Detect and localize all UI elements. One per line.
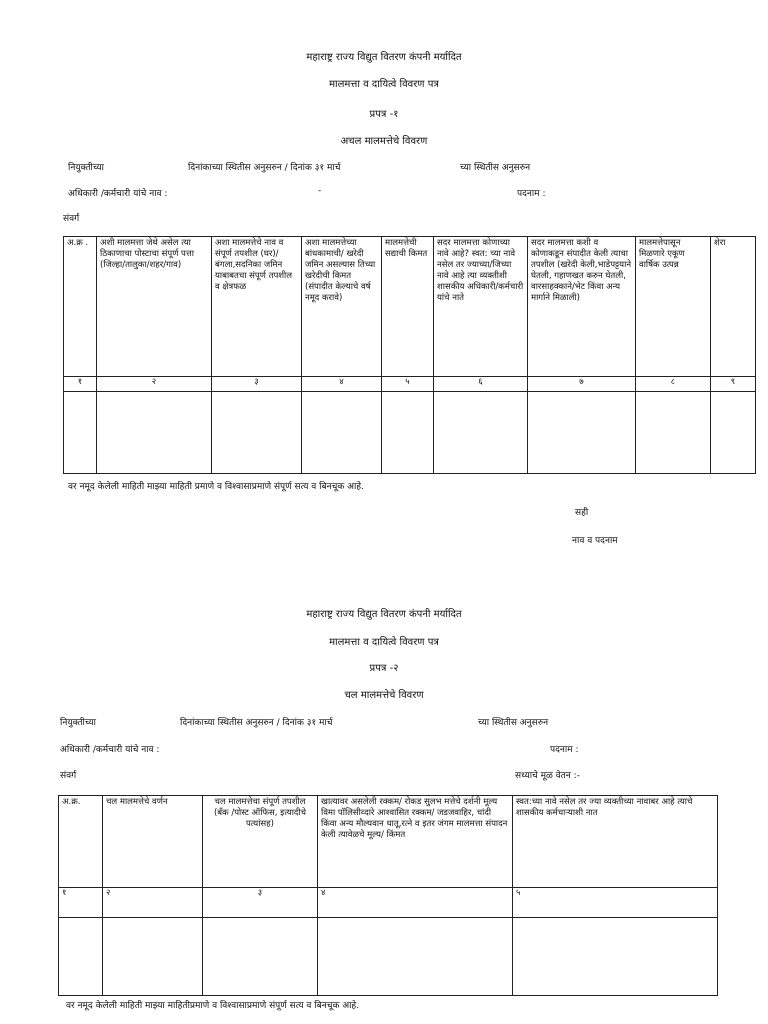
form2-declaration: वर नमूद केलेली माहिती माझ्या माहितीप्रमाणे व विश्वासाप्रमाणे संपूर्ण सत्य व बिनचूक आहे. bbox=[66, 1001, 360, 1011]
table-entry-row[interactable] bbox=[59, 918, 718, 996]
header-cell: मालमत्तेची सद्याची किमत bbox=[382, 237, 434, 377]
form2-cadre-label: संवर्ग bbox=[60, 771, 77, 781]
form1-name-designation-label: नाव व पदनाम bbox=[572, 536, 618, 546]
table-header-row bbox=[64, 237, 756, 377]
entry-cell[interactable] bbox=[513, 918, 718, 996]
entry-cell[interactable] bbox=[103, 918, 203, 996]
entry-cell[interactable] bbox=[711, 392, 756, 474]
header-cell: अशा मालमत्तेचे नाव व संपूर्ण तपशील (घर)/ बंगला,सदनिका जमिन याबाबतचा संपूर्ण तपशील व क्षेत्रफळ bbox=[212, 237, 302, 377]
form1-signature-label: सही bbox=[575, 508, 589, 518]
form1-form-number: प्रपत्र -१ bbox=[369, 109, 399, 120]
table-entry-row[interactable] bbox=[64, 392, 756, 474]
header-cell: चल मालमत्तेचे वर्णन bbox=[103, 796, 203, 888]
entry-cell[interactable] bbox=[434, 392, 528, 474]
form1-immovable-property-table bbox=[63, 236, 756, 474]
column-number-row bbox=[64, 377, 756, 392]
form1-date-status-label: दिनांकाच्या स्थितीस अनुसरुन / दिनांक ३१ मार्च bbox=[188, 163, 341, 173]
entry-cell[interactable] bbox=[302, 392, 382, 474]
form2-status-suffix: च्या स्थितीस अनुसरुन bbox=[478, 718, 549, 728]
column-number: ५ bbox=[513, 888, 718, 918]
column-number: २ bbox=[103, 888, 203, 918]
form2-movable-property-table bbox=[58, 795, 718, 996]
column-number: १ bbox=[59, 888, 103, 918]
form2-basic-pay-label: सध्याचे मूळ वेतन :- bbox=[515, 771, 580, 781]
entry-cell[interactable] bbox=[636, 392, 711, 474]
form2-form-number: प्रपत्र -२ bbox=[369, 663, 399, 674]
entry-cell[interactable] bbox=[97, 392, 212, 474]
form1-subtitle: अचल मालमत्तेचे विवरण bbox=[340, 136, 428, 147]
form2-designation-label: पदनाम : bbox=[550, 745, 579, 755]
column-number: ७ bbox=[528, 377, 636, 392]
header-cell: सदर मालमत्ता कोणाच्या नावे आहे? स्वत: च्या नावे नसेल तर ज्याच्या/जिच्या नावे आहे त्या व्यक्तीशी शासकीय अधिकारी/कर्मचारी यांचे नाते bbox=[434, 237, 528, 377]
column-number: ४ bbox=[302, 377, 382, 392]
form1-status-suffix: च्या स्थितीस अनुसरुन bbox=[460, 163, 531, 173]
column-number: १ bbox=[64, 377, 97, 392]
entry-cell[interactable] bbox=[528, 392, 636, 474]
form1-declaration: वर नमूद केलेली माहिती माझ्या माहिती प्रमाणे व विश्वासाप्रमाणे संपूर्ण सत्य व बिनचूक आहे. bbox=[68, 482, 364, 492]
header-cell: चल मालमत्तेचा संपूर्ण तपशील (बँक /पोस्ट ऑफिस, इत्यादीचे पत्यांसह) bbox=[203, 796, 318, 888]
entry-cell[interactable] bbox=[203, 918, 318, 996]
column-number: ३ bbox=[203, 888, 318, 918]
form1-dash: - bbox=[318, 186, 322, 196]
form1-appointment-label: नियुक्तीच्या bbox=[68, 163, 104, 173]
header-cell: शेरा bbox=[711, 237, 756, 377]
header-cell: अ.क्र . bbox=[64, 237, 97, 377]
form1-company-name: महाराष्ट्र राज्य विद्युत वितरण कंपनी मर्यादित bbox=[306, 52, 462, 63]
column-number: २ bbox=[97, 377, 212, 392]
column-number: ८ bbox=[636, 377, 711, 392]
form1-employee-name-label: अधिकारी /कर्मचारी यांचे नाव : bbox=[68, 189, 168, 199]
header-cell: मालमत्तेपासून मिळणारे एकूण वार्षिक उत्पन्न bbox=[636, 237, 711, 377]
header-cell: अशी मालमत्ता जेथे असेल त्या ठिकाणाचा पोस्टाचा संपूर्ण पत्ता (जिल्हा/तालुका/शहर/गाव) bbox=[97, 237, 212, 377]
header-cell: सदर मालमत्ता कशी व कोणाकडून संपादीत केली त्याचा तपशील (खरेदी केली,भाडेपट्टयाने घेतली, गहाणखत करुन घेतली, वारसाहक्काने/भेट किंवा अन्य मार्गाने मिळाली) bbox=[528, 237, 636, 377]
form2-company-name: महाराष्ट्र राज्य विद्युत वितरण कंपनी मर्यादित bbox=[306, 609, 462, 620]
form2-subtitle: चल मालमत्तेचे विवरण bbox=[344, 690, 424, 701]
form1-designation-label: पदनाम : bbox=[517, 189, 546, 199]
form1-document-title: मालमत्ता व दायित्वे विवरण पत्र bbox=[329, 79, 439, 90]
column-number: ४ bbox=[318, 888, 513, 918]
form1-cadre-label: संवर्ग bbox=[63, 214, 80, 224]
form2-appointment-label: नियुक्तीच्या bbox=[60, 718, 96, 728]
header-cell: अशा मालमत्तेच्या बांधकामाची/ खरेदी जमिन असल्यास तिच्या खरेदीची किमत (संपादीत केल्याचे वर्ष नमूद करावे) bbox=[302, 237, 382, 377]
header-cell: खात्यावर असलेली रक्कम/ रोकड सुलभ मत्तेचे दर्शनी मूल्य विमा पॉलिसीव्दारे आश्वासित रक्कम/ जडजवाहिर, चांदी किंवा अन्य मौल्यवान धातू,रत्ने व इतर जंगम मालमत्ता संपादन केली त्यावेळचे मूल्य/ किंमत bbox=[318, 796, 513, 888]
form2-document-title: मालमत्ता व दायित्वे विवरण पत्र bbox=[329, 637, 439, 648]
header-cell: अ.क्र. bbox=[59, 796, 103, 888]
form2-date-status-label: दिनांकाच्या स्थितीस अनुसरुन / दिनांक ३१ मार्च bbox=[180, 718, 333, 728]
table-header-row bbox=[59, 796, 718, 888]
column-number-row bbox=[59, 888, 718, 918]
entry-cell[interactable] bbox=[382, 392, 434, 474]
header-cell: स्वत:च्या नावे नसेल तर ज्या व्यक्तीच्या नावाबर आहे त्याचे शासकीय कर्मचाऱ्याशी नात bbox=[513, 796, 718, 888]
column-number: ९ bbox=[711, 377, 756, 392]
form2-employee-name-label: अधिकारी /कर्मचारी यांचे नाव : bbox=[60, 745, 160, 755]
entry-cell[interactable] bbox=[59, 918, 103, 996]
entry-cell[interactable] bbox=[318, 918, 513, 996]
column-number: ५ bbox=[382, 377, 434, 392]
column-number: ३ bbox=[212, 377, 302, 392]
entry-cell[interactable] bbox=[212, 392, 302, 474]
entry-cell[interactable] bbox=[64, 392, 97, 474]
column-number: ६ bbox=[434, 377, 528, 392]
